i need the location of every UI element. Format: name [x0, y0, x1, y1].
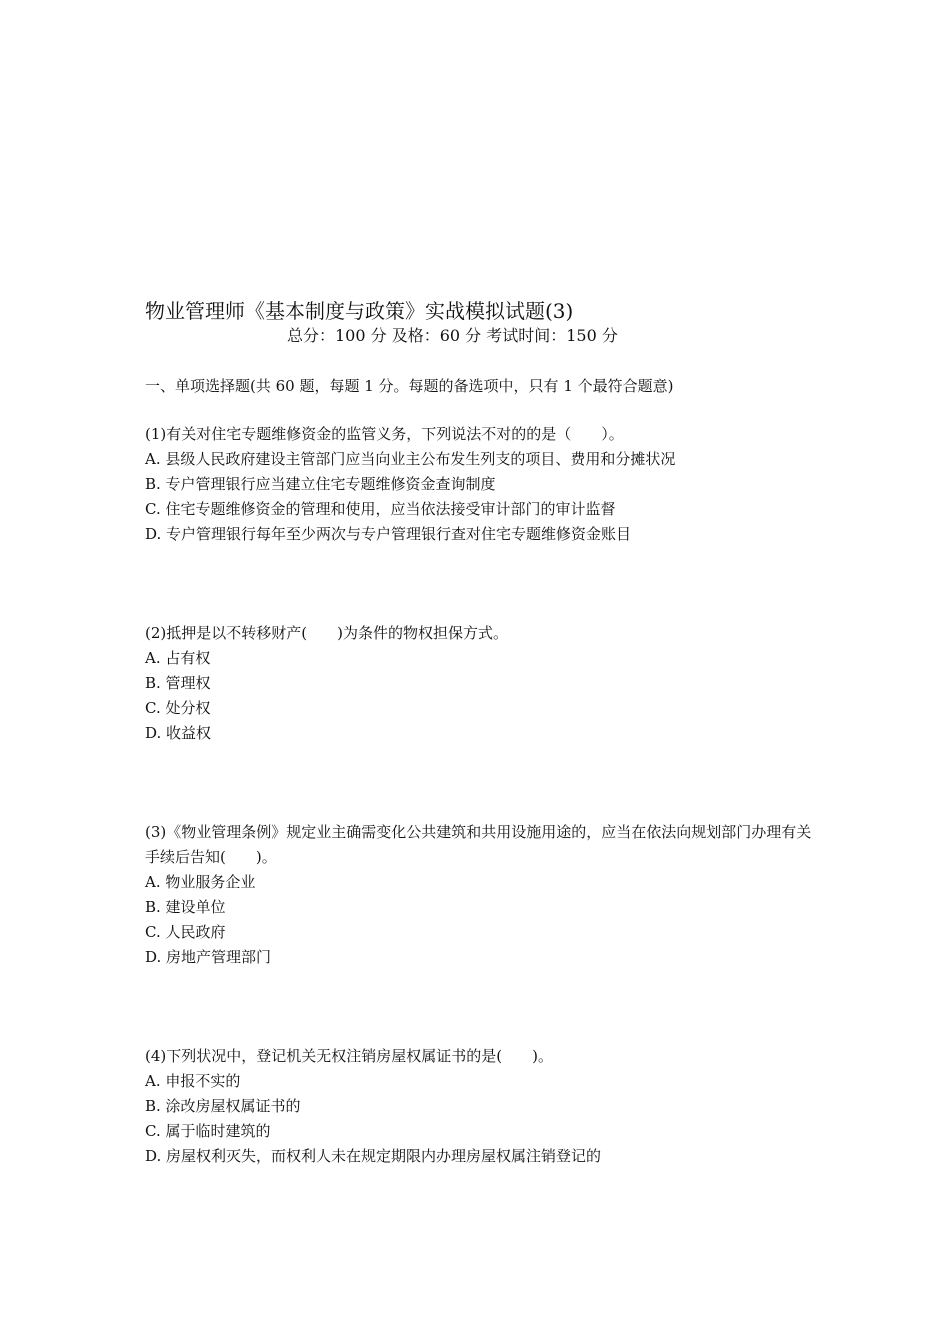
- option-c: C. 处分权: [145, 699, 211, 717]
- option-d: D. 专户管理银行每年至少两次与专户管理银行查对住宅专题维修资金账目: [145, 525, 632, 543]
- question-stem: (2)抵押是以不转移财产( )为条件的物权担保方式。: [145, 624, 508, 642]
- question-3: [145, 820, 815, 970]
- document-title: 物业管理师《基本制度与政策》实战模拟试题(3): [145, 299, 574, 323]
- option-a: A. 县级人民政府建设主管部门应当向业主公布发生列支的项目、费用和分摊状况: [145, 450, 676, 468]
- option-d: D. 收益权: [145, 724, 212, 742]
- option-b: B. 专户管理银行应当建立住宅专题维修资金查询制度: [145, 475, 496, 493]
- option-c: C. 住宅专题维修资金的管理和使用，应当依法接受审计部门的审计监督: [145, 500, 616, 518]
- question-stem: (4)下列状况中，登记机关无权注销房屋权属证书的是( )。: [145, 1047, 553, 1065]
- question-1: [145, 422, 815, 547]
- option-a: A. 申报不实的: [145, 1072, 241, 1090]
- option-a: A. 占有权: [145, 649, 211, 667]
- section-heading: 一、单项选择题(共 60 题，每题 1 分。每题的备选项中，只有 1 个最符合题意): [145, 377, 674, 395]
- option-a: A. 物业服务企业: [145, 873, 256, 891]
- option-c: C. 人民政府: [145, 923, 226, 941]
- option-c: C. 属于临时建筑的: [145, 1122, 271, 1140]
- option-b: B. 管理权: [145, 674, 211, 692]
- option-d: D. 房地产管理部门: [145, 948, 272, 966]
- question-stem: (3)《物业管理条例》规定业主确需变化公共建筑和共用设施用途的，应当在依法向规划部门办理有关手续后告知( )。: [145, 823, 812, 866]
- option-d: D. 房屋权利灭失，而权利人未在规定期限内办理房屋权属注销登记的: [145, 1147, 602, 1165]
- option-b: B. 涂改房屋权属证书的: [145, 1097, 301, 1115]
- question-2: [145, 621, 815, 746]
- question-4: [145, 1044, 815, 1169]
- question-stem: (1)有关对住宅专题维修资金的监管义务，下列说法不对的的是（ ）。: [145, 425, 624, 443]
- exam-info: 总分：100 分 及格：60 分 考试时间：150 分: [287, 326, 618, 345]
- option-b: B. 建设单位: [145, 898, 226, 916]
